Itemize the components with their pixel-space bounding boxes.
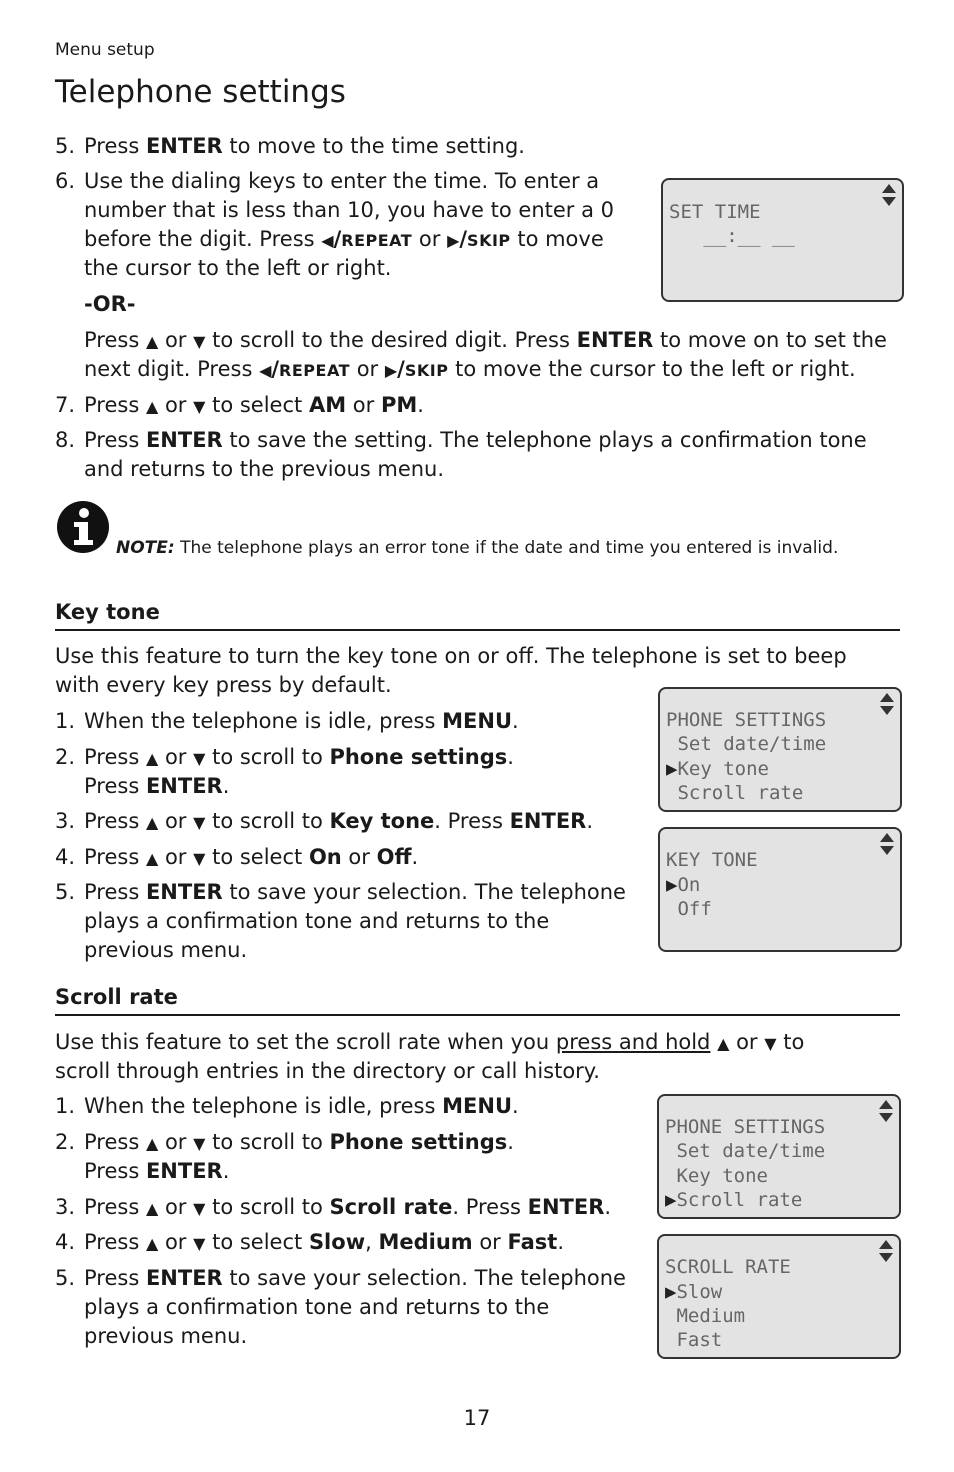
step-text: Press ENTER to save the setting. The telephone plays a confirmation tone [84, 428, 867, 452]
lcd-line: Key tone [665, 1165, 768, 1187]
lcd-scroll-rate [657, 1234, 901, 1359]
selection-pointer-icon: ▶ [665, 1189, 677, 1211]
lcd-line-selected: ▶Key tone [666, 758, 769, 780]
lcd-line: KEY TONE [666, 849, 758, 871]
step-number: 3. [55, 809, 76, 833]
lcd-line-selected: ▶Slow [665, 1281, 723, 1303]
step-text: the cursor to the left or right. [84, 256, 392, 280]
down-arrow-icon: ▼ [193, 332, 206, 351]
intro-text: with every key press by default. [55, 673, 392, 697]
step-number: 2. [55, 745, 76, 769]
step-text: plays a confirmation tone and returns to the [84, 1295, 550, 1319]
info-icon [56, 500, 110, 554]
step-number: 5. [55, 880, 76, 904]
lcd-phone-settings [658, 687, 902, 812]
right-arrow-icon: ▶ [384, 361, 398, 380]
up-arrow-icon: ▲ [145, 1134, 159, 1153]
step-text: Press ENTER to save your selection. The telephone [84, 1266, 626, 1290]
step-text: Press ▲ or ▼ to select AM or PM. [84, 393, 424, 417]
step-text: Press ▲ or ▼ to select On or Off. [84, 845, 419, 869]
lcd-line-selected: ▶Scroll rate [665, 1189, 803, 1211]
up-arrow-icon: ▲ [145, 849, 159, 868]
step-text: plays a confirmation tone and returns to the [84, 909, 550, 933]
breadcrumb: Menu setup [55, 40, 155, 60]
lcd-line: Set date/time [665, 1140, 826, 1162]
lcd-line: Off [666, 898, 712, 920]
scroll-arrows-icon [880, 693, 894, 715]
step-text: Press ENTER. [84, 774, 230, 798]
step-text: Press ENTER. [84, 1159, 230, 1183]
up-arrow-icon: ▲ [145, 1199, 159, 1218]
lcd-phone-settings [657, 1094, 901, 1219]
step-text: Press ▲ or ▼ to scroll to Phone settings. [84, 745, 514, 769]
step-text: Press ENTER to save your selection. The telephone [84, 880, 626, 904]
lcd-line: Fast [665, 1329, 723, 1351]
intro-text: Use this feature to set the scroll rate when you press and hold ▲ or ▼ to [55, 1030, 805, 1054]
lcd-line: SET TIME [669, 201, 761, 223]
page-number: 17 [463, 1406, 491, 1430]
step-text: Press ENTER to move to the time setting. [84, 134, 525, 158]
step-number: 8. [55, 428, 76, 452]
page-title: Telephone settings [55, 74, 346, 110]
up-arrow-icon: ▲ [145, 749, 159, 768]
up-arrow-icon: ▲ [717, 1034, 730, 1053]
scroll-arrows-icon [879, 1240, 893, 1262]
step-text: Press ▲ or ▼ to scroll to Scroll rate. Press ENTER. [84, 1195, 612, 1219]
down-arrow-icon: ▼ [193, 849, 206, 868]
right-arrow-icon: ▶ [447, 231, 460, 250]
step-text: next digit. Press ◀/REPEAT or ▶/SKIP to move the cursor to the left or right. [84, 357, 856, 381]
step-text: and returns to the previous menu. [84, 457, 445, 481]
left-arrow-icon: ◀ [321, 231, 334, 250]
scroll-arrows-icon [879, 1100, 893, 1122]
step-number: 7. [55, 393, 76, 417]
lcd-line: PHONE SETTINGS [665, 1116, 826, 1138]
step-number: 2. [55, 1130, 76, 1154]
down-arrow-icon: ▼ [193, 1199, 206, 1218]
scroll-arrows-icon [882, 184, 896, 206]
intro-text: Use this feature to turn the key tone on or off. The telephone is set to beep [55, 644, 847, 668]
step-number: 5. [55, 1266, 76, 1290]
left-arrow-icon: ◀ [259, 361, 272, 380]
step-text: Press ▲ or ▼ to scroll to the desired digit. Press ENTER to move on to set the [84, 328, 887, 352]
lcd-line: __:__ __ [669, 225, 795, 247]
lcd-line: Set date/time [666, 733, 827, 755]
step-number: 1. [55, 709, 76, 733]
note-text: NOTE: The telephone plays an error tone if the date and time you entered is invalid. [116, 538, 839, 558]
up-arrow-icon: ▲ [145, 332, 159, 351]
lcd-set-time [661, 178, 904, 302]
down-arrow-icon: ▼ [764, 1034, 777, 1053]
down-arrow-icon: ▼ [193, 749, 206, 768]
down-arrow-icon: ▼ [193, 1234, 206, 1253]
up-arrow-icon: ▲ [145, 813, 159, 832]
intro-text: scroll through entries in the directory or call history. [55, 1059, 600, 1083]
step-number: 4. [55, 1230, 76, 1254]
step-number: 6. [55, 169, 76, 193]
step-text: Press ▲ or ▼ to scroll to Phone settings. [84, 1130, 514, 1154]
step-text: previous menu. [84, 1324, 248, 1348]
step-text: When the telephone is idle, press MENU. [84, 709, 519, 733]
lcd-line: Scroll rate [666, 782, 804, 804]
scroll-arrows-icon [880, 833, 894, 855]
section-heading-scroll-rate: Scroll rate [55, 985, 178, 1009]
lcd-line: Medium [665, 1305, 746, 1327]
selection-pointer-icon: ▶ [665, 1281, 677, 1303]
section-divider [55, 1014, 900, 1016]
step-number: 4. [55, 845, 76, 869]
step-text: before the digit. Press ◀/REPEAT or ▶/SKIP to move [84, 227, 604, 251]
step-number: 5. [55, 134, 76, 158]
section-heading-key-tone: Key tone [55, 600, 160, 624]
section-divider [55, 629, 900, 631]
or-separator: -OR- [84, 292, 136, 316]
down-arrow-icon: ▼ [193, 813, 206, 832]
step-number: 1. [55, 1094, 76, 1118]
down-arrow-icon: ▼ [193, 1134, 206, 1153]
lcd-line-selected: ▶On [666, 874, 701, 896]
step-text: When the telephone is idle, press MENU. [84, 1094, 519, 1118]
step-text: Press ▲ or ▼ to scroll to Key tone. Press ENTER. [84, 809, 594, 833]
step-text: number that is less than 10, you have to enter a 0 [84, 198, 615, 222]
selection-pointer-icon: ▶ [666, 758, 678, 780]
lcd-line: SCROLL RATE [665, 1256, 791, 1278]
down-arrow-icon: ▼ [193, 397, 206, 416]
step-text: Press ▲ or ▼ to select Slow, Medium or Fast. [84, 1230, 565, 1254]
up-arrow-icon: ▲ [145, 1234, 159, 1253]
lcd-line: PHONE SETTINGS [666, 709, 827, 731]
selection-pointer-icon: ▶ [666, 874, 678, 896]
step-text: previous menu. [84, 938, 248, 962]
step-number: 3. [55, 1195, 76, 1219]
step-text: Use the dialing keys to enter the time. To enter a [84, 169, 600, 193]
up-arrow-icon: ▲ [145, 397, 159, 416]
lcd-key-tone [658, 827, 902, 952]
